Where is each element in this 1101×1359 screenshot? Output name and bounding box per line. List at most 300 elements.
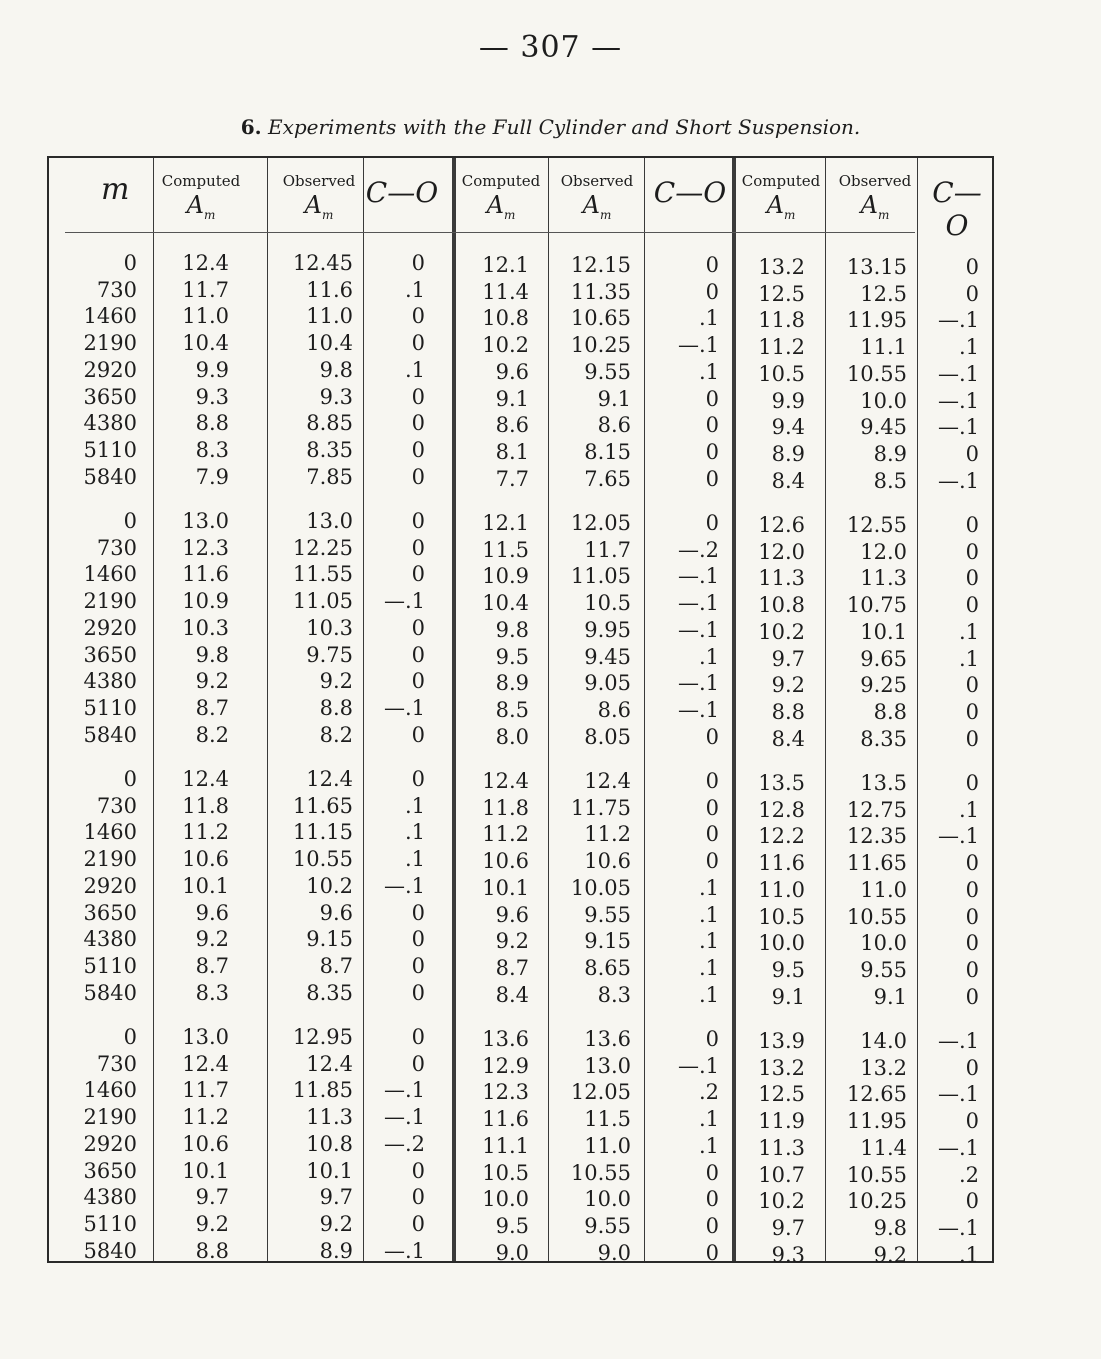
- cell-computed: 8.7: [195, 696, 229, 720]
- cell-c-minus-o: —.1: [383, 1105, 425, 1129]
- cell-observed: 11.3: [306, 1105, 353, 1129]
- cell-c-minus-o: 0: [705, 280, 719, 304]
- cell-observed: 10.5: [584, 591, 631, 615]
- cell-observed: 13.15: [846, 255, 907, 279]
- cell-observed: 10.1: [306, 1159, 353, 1183]
- cell-computed: 8.1: [495, 440, 529, 464]
- cell-observed: 8.35: [306, 981, 353, 1005]
- cell-computed: 9.1: [771, 985, 805, 1009]
- cell-c-minus-o: .1: [958, 1243, 979, 1267]
- cell-computed: 13.0: [182, 1025, 229, 1049]
- cell-computed: 11.0: [182, 304, 229, 328]
- cell-computed: 11.8: [758, 308, 805, 332]
- cell-observed: 9.95: [584, 618, 631, 642]
- cell-c-minus-o: 0: [411, 1185, 425, 1209]
- cell-c-minus-o: —.1: [677, 564, 719, 588]
- cell-c-minus-o: 0: [965, 442, 979, 466]
- cell-observed: 10.0: [584, 1187, 631, 1211]
- cell-computed: 9.7: [771, 1216, 805, 1240]
- cell-computed: 9.9: [771, 389, 805, 413]
- cell-m: 1460: [83, 820, 137, 844]
- cell-m: 3650: [83, 1159, 137, 1183]
- cell-c-minus-o: —.1: [383, 589, 425, 613]
- cell-c-minus-o: —.1: [383, 1239, 425, 1263]
- cell-computed: 12.8: [758, 798, 805, 822]
- cell-c-minus-o: 0: [705, 413, 719, 437]
- cell-m: 730: [96, 278, 137, 302]
- cell-computed: 8.4: [771, 727, 805, 751]
- cell-c-minus-o: .1: [404, 820, 425, 844]
- cell-computed: 10.1: [182, 874, 229, 898]
- cell-c-minus-o: .1: [698, 1107, 719, 1131]
- cell-observed: 8.35: [306, 438, 353, 462]
- cell-m: 4380: [83, 1185, 137, 1209]
- cell-observed: 8.8: [873, 700, 907, 724]
- cell-c-minus-o: 0: [965, 878, 979, 902]
- cell-computed: 11.2: [758, 335, 805, 359]
- cell-m: 3650: [83, 385, 137, 409]
- cell-observed: 9.1: [873, 985, 907, 1009]
- cell-computed: 9.2: [195, 669, 229, 693]
- cell-computed: 10.8: [482, 306, 529, 330]
- cell-m: 4380: [83, 411, 137, 435]
- cell-observed: 9.3: [319, 385, 353, 409]
- cell-c-minus-o: 0: [411, 643, 425, 667]
- cell-computed: 10.4: [482, 591, 529, 615]
- cell-m: 1460: [83, 1078, 137, 1102]
- cell-observed: 8.2: [319, 723, 353, 747]
- cell-c-minus-o: —.1: [937, 1136, 979, 1160]
- cell-m: 730: [96, 536, 137, 560]
- cell-m: 5840: [83, 723, 137, 747]
- cell-computed: 8.8: [195, 1239, 229, 1263]
- column-divider: [363, 158, 364, 1261]
- header-computed-3-label: Computed: [741, 172, 821, 190]
- cell-c-minus-o: .1: [698, 360, 719, 384]
- cell-m: 3650: [83, 901, 137, 925]
- cell-observed: 12.5: [860, 282, 907, 306]
- cell-computed: 13.0: [182, 509, 229, 533]
- cell-c-minus-o: 0: [965, 593, 979, 617]
- cell-observed: 11.15: [292, 820, 353, 844]
- data-table: [47, 156, 994, 1267]
- cell-computed: 10.5: [758, 362, 805, 386]
- cell-m: 1460: [83, 304, 137, 328]
- cell-computed: 12.5: [758, 1082, 805, 1106]
- cell-m: 0: [123, 1025, 137, 1049]
- cell-computed: 8.8: [771, 700, 805, 724]
- cell-computed: 12.4: [182, 251, 229, 275]
- cell-computed: 10.3: [182, 616, 229, 640]
- cell-c-minus-o: —.1: [937, 415, 979, 439]
- cell-observed: 8.7: [319, 954, 353, 978]
- cell-computed: 11.7: [182, 1078, 229, 1102]
- cell-observed: 10.75: [846, 593, 907, 617]
- cell-observed: 12.35: [846, 824, 907, 848]
- cell-m: 1460: [83, 562, 137, 586]
- cell-computed: 12.0: [758, 540, 805, 564]
- cell-c-minus-o: —.1: [677, 618, 719, 642]
- cell-observed: 9.1: [597, 387, 631, 411]
- cell-c-minus-o: 0: [965, 727, 979, 751]
- cell-observed: 13.2: [860, 1056, 907, 1080]
- cell-observed: 11.5: [584, 1107, 631, 1131]
- cell-computed: 9.8: [195, 643, 229, 667]
- cell-observed: 9.6: [319, 901, 353, 925]
- cell-c-minus-o: 0: [705, 849, 719, 873]
- cell-c-minus-o: 0: [965, 1189, 979, 1213]
- cell-observed: 10.55: [846, 362, 907, 386]
- header-observed-1: [271, 172, 367, 230]
- cell-computed: 10.1: [182, 1159, 229, 1183]
- cell-m: 2190: [83, 589, 137, 613]
- cell-observed: 7.85: [306, 465, 353, 489]
- header-computed-1: [153, 172, 249, 230]
- cell-c-minus-o: 0: [411, 954, 425, 978]
- cell-computed: 13.6: [482, 1027, 529, 1051]
- cell-observed: 12.75: [846, 798, 907, 822]
- cell-c-minus-o: 0: [411, 1052, 425, 1076]
- column-divider: [825, 158, 826, 1261]
- cell-observed: 11.2: [584, 822, 631, 846]
- header-observed-3-symbol: $A_m$: [860, 191, 890, 222]
- cell-c-minus-o: .2: [698, 1080, 719, 1104]
- cell-c-minus-o: .1: [698, 645, 719, 669]
- cell-observed: 9.55: [584, 360, 631, 384]
- cell-c-minus-o: —.1: [383, 1078, 425, 1102]
- cell-observed: 10.6: [584, 849, 631, 873]
- cell-c-minus-o: 0: [411, 385, 425, 409]
- cell-computed: 10.2: [482, 333, 529, 357]
- cell-computed: 10.5: [482, 1161, 529, 1185]
- cell-c-minus-o: 0: [965, 513, 979, 537]
- cell-computed: 11.3: [758, 1136, 805, 1160]
- cell-observed: 8.05: [584, 725, 631, 749]
- cell-c-minus-o: 0: [705, 511, 719, 535]
- cell-computed: 10.6: [482, 849, 529, 873]
- cell-observed: 11.0: [306, 304, 353, 328]
- cell-c-minus-o: 0: [705, 769, 719, 793]
- cell-computed: 11.7: [182, 278, 229, 302]
- cell-m: 0: [123, 509, 137, 533]
- cell-computed: 12.1: [482, 253, 529, 277]
- cell-observed: 9.05: [584, 671, 631, 695]
- cell-computed: 11.6: [482, 1107, 529, 1131]
- cell-computed: 10.4: [182, 331, 229, 355]
- cell-observed: 12.55: [846, 513, 907, 537]
- cell-c-minus-o: 0: [705, 725, 719, 749]
- cell-computed: 9.5: [771, 958, 805, 982]
- cell-computed: 8.7: [195, 954, 229, 978]
- cell-observed: 9.15: [306, 927, 353, 951]
- cell-observed: 12.05: [570, 511, 631, 535]
- cell-observed: 9.45: [584, 645, 631, 669]
- cell-c-minus-o: 0: [705, 1241, 719, 1265]
- cell-observed: 13.6: [584, 1027, 631, 1051]
- cell-c-minus-o: 0: [411, 411, 425, 435]
- cell-m: 5840: [83, 465, 137, 489]
- cell-observed: 10.65: [570, 306, 631, 330]
- cell-observed: 12.4: [584, 769, 631, 793]
- cell-c-minus-o: 0: [411, 669, 425, 693]
- header-observed-1-label: Observed: [282, 172, 356, 190]
- cell-observed: 10.0: [860, 389, 907, 413]
- cell-m: 2920: [83, 358, 137, 382]
- cell-c-minus-o: —.1: [937, 469, 979, 493]
- cell-computed: 9.2: [195, 1212, 229, 1236]
- cell-computed: 8.7: [495, 956, 529, 980]
- cell-c-minus-o: 0: [411, 536, 425, 560]
- cell-c-minus-o: —.1: [677, 671, 719, 695]
- cell-c-minus-o: —.1: [937, 308, 979, 332]
- cell-c-minus-o: —.1: [383, 696, 425, 720]
- cell-computed: 8.2: [195, 723, 229, 747]
- cell-computed: 9.2: [771, 673, 805, 697]
- cell-m: 2920: [83, 616, 137, 640]
- cell-observed: 10.55: [292, 847, 353, 871]
- cell-observed: 8.3: [597, 983, 631, 1007]
- cell-computed: 10.6: [182, 847, 229, 871]
- cell-observed: 10.4: [306, 331, 353, 355]
- cell-c-minus-o: .1: [698, 903, 719, 927]
- header-observed-3-label: Observed: [838, 172, 912, 190]
- cell-c-minus-o: 0: [411, 465, 425, 489]
- cell-observed: 10.2: [306, 874, 353, 898]
- cell-m: 4380: [83, 927, 137, 951]
- cell-c-minus-o: —.1: [383, 874, 425, 898]
- cell-observed: 10.05: [570, 876, 631, 900]
- cell-observed: 8.5: [873, 469, 907, 493]
- cell-c-minus-o: 0: [705, 822, 719, 846]
- cell-observed: 9.8: [319, 358, 353, 382]
- cell-computed: 9.7: [195, 1185, 229, 1209]
- cell-computed: 11.3: [758, 566, 805, 590]
- cell-c-minus-o: .1: [958, 798, 979, 822]
- cell-m: 2190: [83, 1105, 137, 1129]
- cell-observed: 11.05: [292, 589, 353, 613]
- cell-computed: 10.5: [758, 905, 805, 929]
- cell-c-minus-o: 0: [411, 767, 425, 791]
- cell-observed: 8.85: [306, 411, 353, 435]
- column-divider: [732, 158, 736, 1261]
- cell-c-minus-o: 0: [965, 673, 979, 697]
- cell-m: 4380: [83, 669, 137, 693]
- cell-c-minus-o: 0: [411, 438, 425, 462]
- cell-computed: 12.4: [182, 1052, 229, 1076]
- cell-observed: 10.55: [846, 1163, 907, 1187]
- cell-observed: 10.55: [846, 905, 907, 929]
- cell-c-minus-o: 0: [705, 467, 719, 491]
- cell-computed: 10.8: [758, 593, 805, 617]
- cell-computed: 11.9: [758, 1109, 805, 1133]
- cell-c-minus-o: —.1: [677, 1054, 719, 1078]
- cell-observed: 8.8: [319, 696, 353, 720]
- cell-computed: 9.8: [495, 618, 529, 642]
- cell-c-minus-o: —.1: [677, 333, 719, 357]
- cell-observed: 9.8: [873, 1216, 907, 1240]
- cell-computed: 10.9: [182, 589, 229, 613]
- cell-observed: 9.7: [319, 1185, 353, 1209]
- cell-observed: 12.4: [306, 767, 353, 791]
- cell-computed: 9.3: [195, 385, 229, 409]
- cell-c-minus-o: 0: [411, 562, 425, 586]
- cell-computed: 13.2: [758, 1056, 805, 1080]
- column-divider: [644, 158, 645, 1261]
- cell-c-minus-o: 0: [705, 1187, 719, 1211]
- cell-computed: 11.6: [758, 851, 805, 875]
- cell-computed: 11.4: [482, 280, 529, 304]
- cell-observed: 12.4: [306, 1052, 353, 1076]
- cell-observed: 9.65: [860, 647, 907, 671]
- cell-c-minus-o: .1: [698, 929, 719, 953]
- cell-computed: 12.5: [758, 282, 805, 306]
- cell-computed: 8.3: [195, 981, 229, 1005]
- cell-computed: 12.2: [758, 824, 805, 848]
- cell-c-minus-o: —.1: [937, 389, 979, 413]
- cell-m: 5110: [83, 1212, 137, 1236]
- cell-computed: 8.6: [495, 413, 529, 437]
- cell-observed: 10.55: [570, 1161, 631, 1185]
- cell-c-minus-o: .1: [958, 335, 979, 359]
- cell-computed: 8.8: [195, 411, 229, 435]
- cell-observed: 10.3: [306, 616, 353, 640]
- cell-m: 2190: [83, 847, 137, 871]
- header-rule: [65, 232, 915, 233]
- cell-c-minus-o: 0: [965, 905, 979, 929]
- cell-observed: 9.0: [597, 1241, 631, 1265]
- cell-computed: 13.9: [758, 1029, 805, 1053]
- cell-computed: 9.2: [195, 927, 229, 951]
- cell-observed: 9.55: [584, 1214, 631, 1238]
- cell-observed: 11.0: [860, 878, 907, 902]
- cell-m: 2920: [83, 874, 137, 898]
- cell-c-minus-o: 0: [411, 304, 425, 328]
- cell-c-minus-o: .1: [958, 647, 979, 671]
- cell-computed: 9.2: [495, 929, 529, 953]
- cell-computed: 9.6: [495, 360, 529, 384]
- cell-observed: 11.95: [846, 1109, 907, 1133]
- header-computed-2: [453, 172, 549, 230]
- cell-c-minus-o: .1: [698, 1134, 719, 1158]
- cell-c-minus-o: 0: [965, 851, 979, 875]
- cell-observed: 12.15: [570, 253, 631, 277]
- cell-computed: 10.2: [758, 1189, 805, 1213]
- cell-c-minus-o: —.1: [937, 824, 979, 848]
- cell-computed: 12.4: [482, 769, 529, 793]
- cell-c-minus-o: .1: [698, 983, 719, 1007]
- cell-observed: 11.1: [860, 335, 907, 359]
- header-c-minus-o-2: C—O: [653, 176, 727, 209]
- header-computed-1-symbol: $A_m$: [186, 191, 216, 222]
- cell-computed: 12.9: [482, 1054, 529, 1078]
- cell-observed: 11.4: [860, 1136, 907, 1160]
- cell-m: 3650: [83, 643, 137, 667]
- cell-computed: 8.4: [771, 469, 805, 493]
- cell-c-minus-o: 0: [411, 981, 425, 1005]
- cell-m: 5110: [83, 696, 137, 720]
- cell-computed: 11.6: [182, 562, 229, 586]
- cell-computed: 9.3: [771, 1243, 805, 1267]
- cell-c-minus-o: 0: [411, 901, 425, 925]
- cell-c-minus-o: —.1: [937, 1029, 979, 1053]
- cell-c-minus-o: —.1: [937, 1082, 979, 1106]
- cell-m: 5840: [83, 1239, 137, 1263]
- cell-c-minus-o: 0: [411, 927, 425, 951]
- cell-observed: 9.25: [860, 673, 907, 697]
- cell-observed: 12.65: [846, 1082, 907, 1106]
- cell-m: 5110: [83, 954, 137, 978]
- header-observed-2: [549, 172, 645, 230]
- cell-c-minus-o: 0: [705, 387, 719, 411]
- cell-c-minus-o: 0: [705, 1027, 719, 1051]
- cell-computed: 12.1: [482, 511, 529, 535]
- cell-c-minus-o: 0: [965, 282, 979, 306]
- cell-computed: 8.0: [495, 725, 529, 749]
- cell-c-minus-o: 0: [965, 1109, 979, 1133]
- cell-c-minus-o: 0: [705, 253, 719, 277]
- cell-observed: 10.1: [860, 620, 907, 644]
- cell-c-minus-o: 0: [411, 1025, 425, 1049]
- cell-computed: 11.2: [182, 820, 229, 844]
- cell-c-minus-o: .1: [698, 956, 719, 980]
- cell-observed: 11.3: [860, 566, 907, 590]
- cell-c-minus-o: —.1: [677, 591, 719, 615]
- cell-c-minus-o: 0: [965, 985, 979, 1009]
- cell-observed: 8.9: [873, 442, 907, 466]
- cell-observed: 11.0: [584, 1134, 631, 1158]
- cell-computed: 9.0: [495, 1241, 529, 1265]
- cell-c-minus-o: 0: [411, 251, 425, 275]
- cell-computed: 8.9: [495, 671, 529, 695]
- cell-c-minus-o: .1: [698, 876, 719, 900]
- cell-observed: 9.55: [860, 958, 907, 982]
- cell-computed: 13.2: [758, 255, 805, 279]
- cell-computed: 13.5: [758, 771, 805, 795]
- cell-observed: 9.2: [319, 1212, 353, 1236]
- cell-computed: 8.3: [195, 438, 229, 462]
- cell-observed: 9.2: [873, 1243, 907, 1267]
- cell-c-minus-o: .1: [404, 278, 425, 302]
- cell-observed: 14.0: [860, 1029, 907, 1053]
- column-divider: [917, 158, 918, 1261]
- cell-observed: 9.75: [306, 643, 353, 667]
- cell-m: 5840: [83, 981, 137, 1005]
- cell-c-minus-o: 0: [965, 255, 979, 279]
- cell-computed: 8.5: [495, 698, 529, 722]
- cell-observed: 7.65: [584, 467, 631, 491]
- cell-computed: 11.2: [182, 1105, 229, 1129]
- cell-observed: 11.55: [292, 562, 353, 586]
- cell-observed: 11.35: [570, 280, 631, 304]
- cell-observed: 12.45: [292, 251, 353, 275]
- cell-observed: 11.95: [846, 308, 907, 332]
- cell-observed: 9.45: [860, 415, 907, 439]
- cell-computed: 10.7: [758, 1163, 805, 1187]
- cell-computed: 10.0: [758, 931, 805, 955]
- caption-text: Experiments with the Full Cylinder and Short Suspension.: [267, 115, 861, 139]
- cell-computed: 11.8: [182, 794, 229, 818]
- cell-c-minus-o: 0: [411, 616, 425, 640]
- header-computed-2-label: Computed: [461, 172, 541, 190]
- cell-observed: 10.25: [570, 333, 631, 357]
- cell-computed: 11.1: [482, 1134, 529, 1158]
- cell-m: 0: [123, 251, 137, 275]
- cell-computed: 11.2: [482, 822, 529, 846]
- header-computed-3: [737, 172, 825, 230]
- header-c-minus-o-1: C—O: [365, 176, 439, 209]
- cell-observed: 11.75: [570, 796, 631, 820]
- cell-observed: 11.6: [306, 278, 353, 302]
